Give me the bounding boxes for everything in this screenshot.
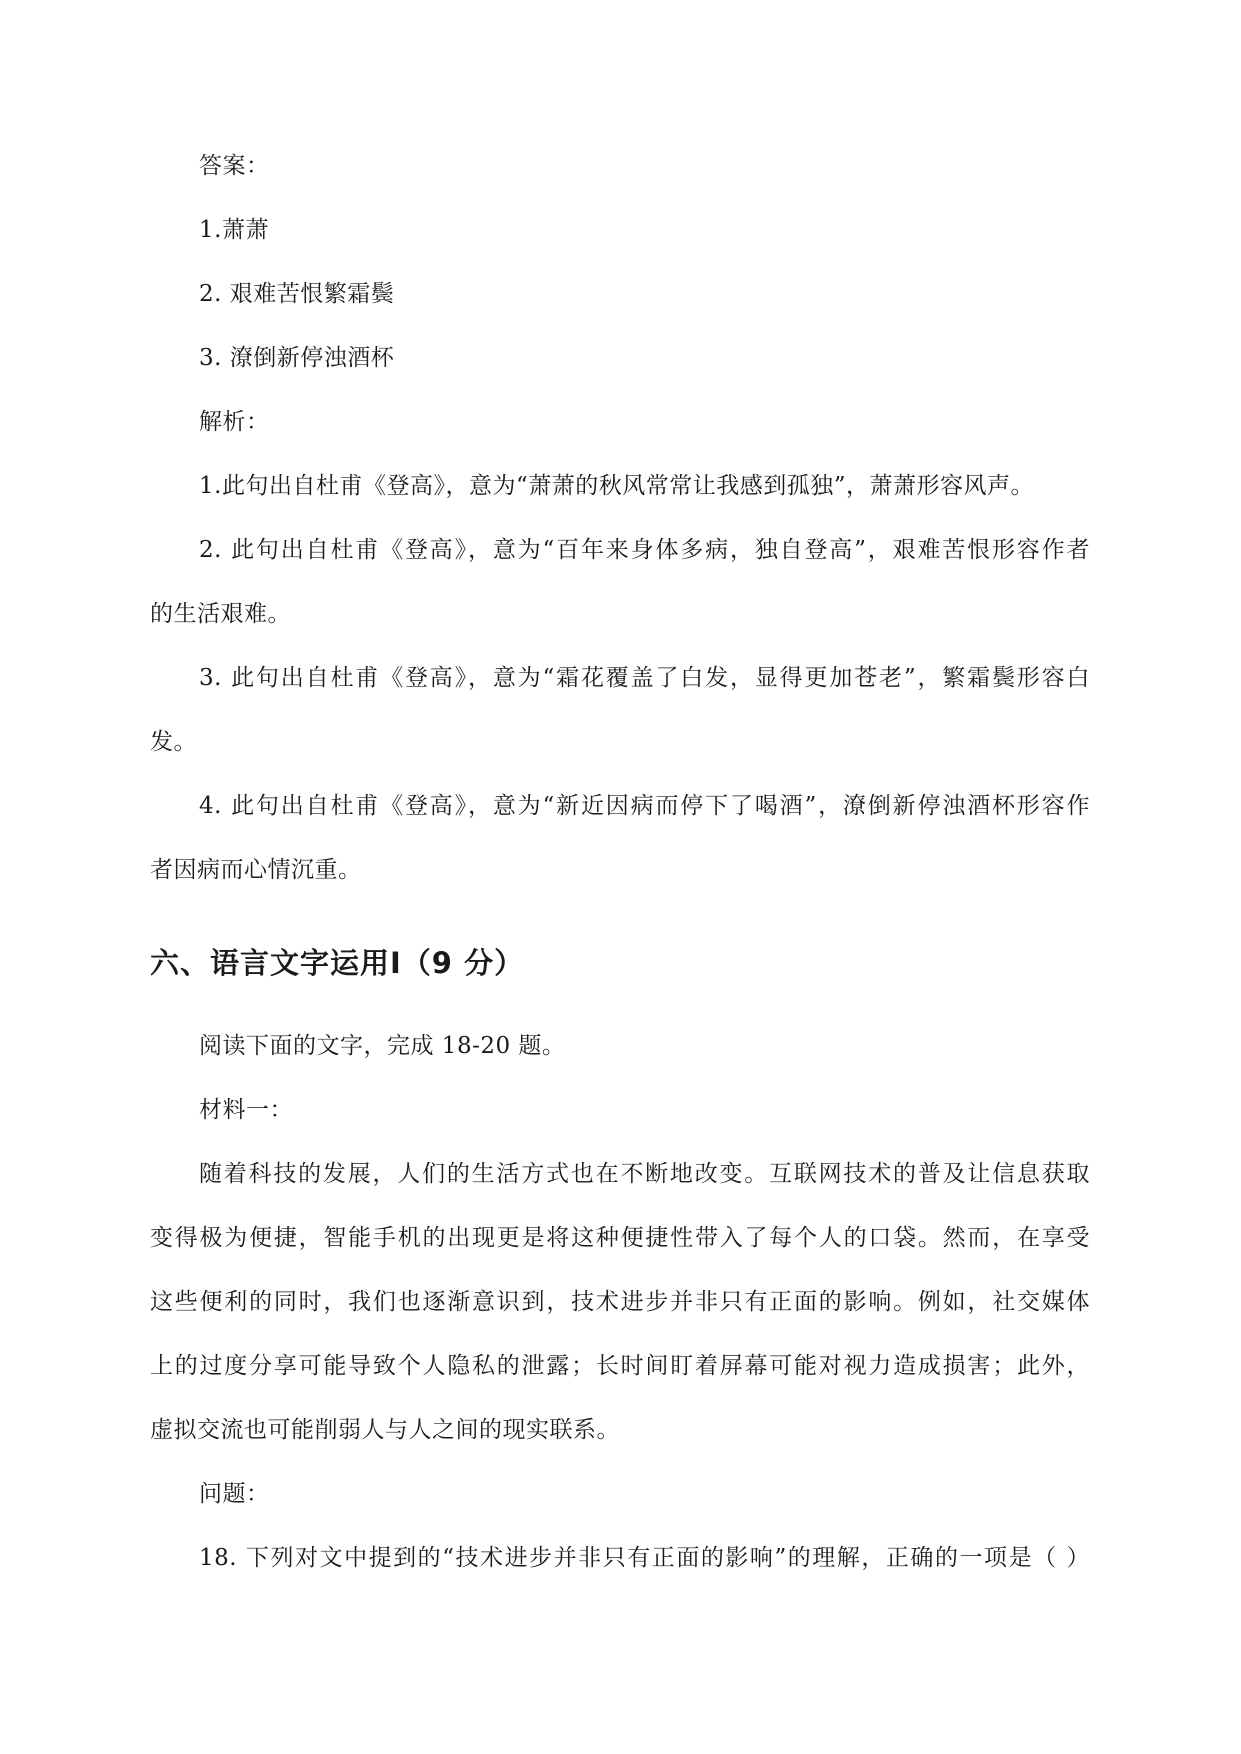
analysis-item-1: 1.此句出自杜甫《登高》，意为“萧萧的秋风常常让我感到孤独”，萧萧形容风声。 — [199, 473, 1034, 499]
analysis-item-4-line-1: 4. 此句出自杜甫《登高》，意为“新近因病而停下了喝酒”，潦倒新停浊酒杯形容作 — [199, 793, 1090, 819]
reading-instruction: 阅读下面的文字，完成 18-20 题。 — [199, 1033, 566, 1059]
section-heading: 六、语言文字运用Ⅰ（9 分） — [150, 946, 525, 980]
material-line-2: 变得极为便捷，智能手机的出现更是将这种便捷性带入了每个人的口袋。然而，在享受 — [150, 1225, 1090, 1251]
material-line-1: 随着科技的发展，人们的生活方式也在不断地改变。互联网技术的普及让信息获取 — [199, 1161, 1090, 1187]
analysis-label: 解析： — [199, 409, 270, 435]
answer-item-1: 1.萧萧 — [199, 217, 269, 243]
answer-item-2: 2. 艰难苦恨繁霜鬓 — [199, 281, 395, 307]
analysis-item-3-line-2: 发。 — [150, 729, 197, 755]
material-line-3: 这些便利的同时，我们也逐渐意识到，技术进步并非只有正面的影响。例如，社交媒体 — [150, 1289, 1090, 1315]
analysis-item-4-line-2: 者因病而心情沉重。 — [150, 857, 362, 883]
answer-item-3: 3. 潦倒新停浊酒杯 — [199, 345, 395, 371]
material-label: 材料一： — [199, 1097, 293, 1123]
analysis-item-2-line-2: 的生活艰难。 — [150, 601, 291, 627]
analysis-item-2-line-1: 2. 此句出自杜甫《登高》，意为“百年来身体多病，独自登高”，艰难苦恨形容作者 — [199, 537, 1090, 563]
analysis-item-3-line-1: 3. 此句出自杜甫《登高》，意为“霜花覆盖了白发，显得更加苍老”，繁霜鬓形容白 — [199, 665, 1090, 691]
question-label: 问题： — [199, 1481, 270, 1507]
material-line-5: 虚拟交流也可能削弱人与人之间的现实联系。 — [150, 1417, 620, 1443]
material-line-4: 上的过度分享可能导致个人隐私的泄露；长时间盯着屏幕可能对视力造成损害；此外， — [150, 1353, 1090, 1379]
question-18: 18. 下列对文中提到的“技术进步并非只有正面的影响”的理解，正确的一项是（ ） — [199, 1545, 1090, 1571]
answers-label: 答案： — [199, 153, 270, 179]
